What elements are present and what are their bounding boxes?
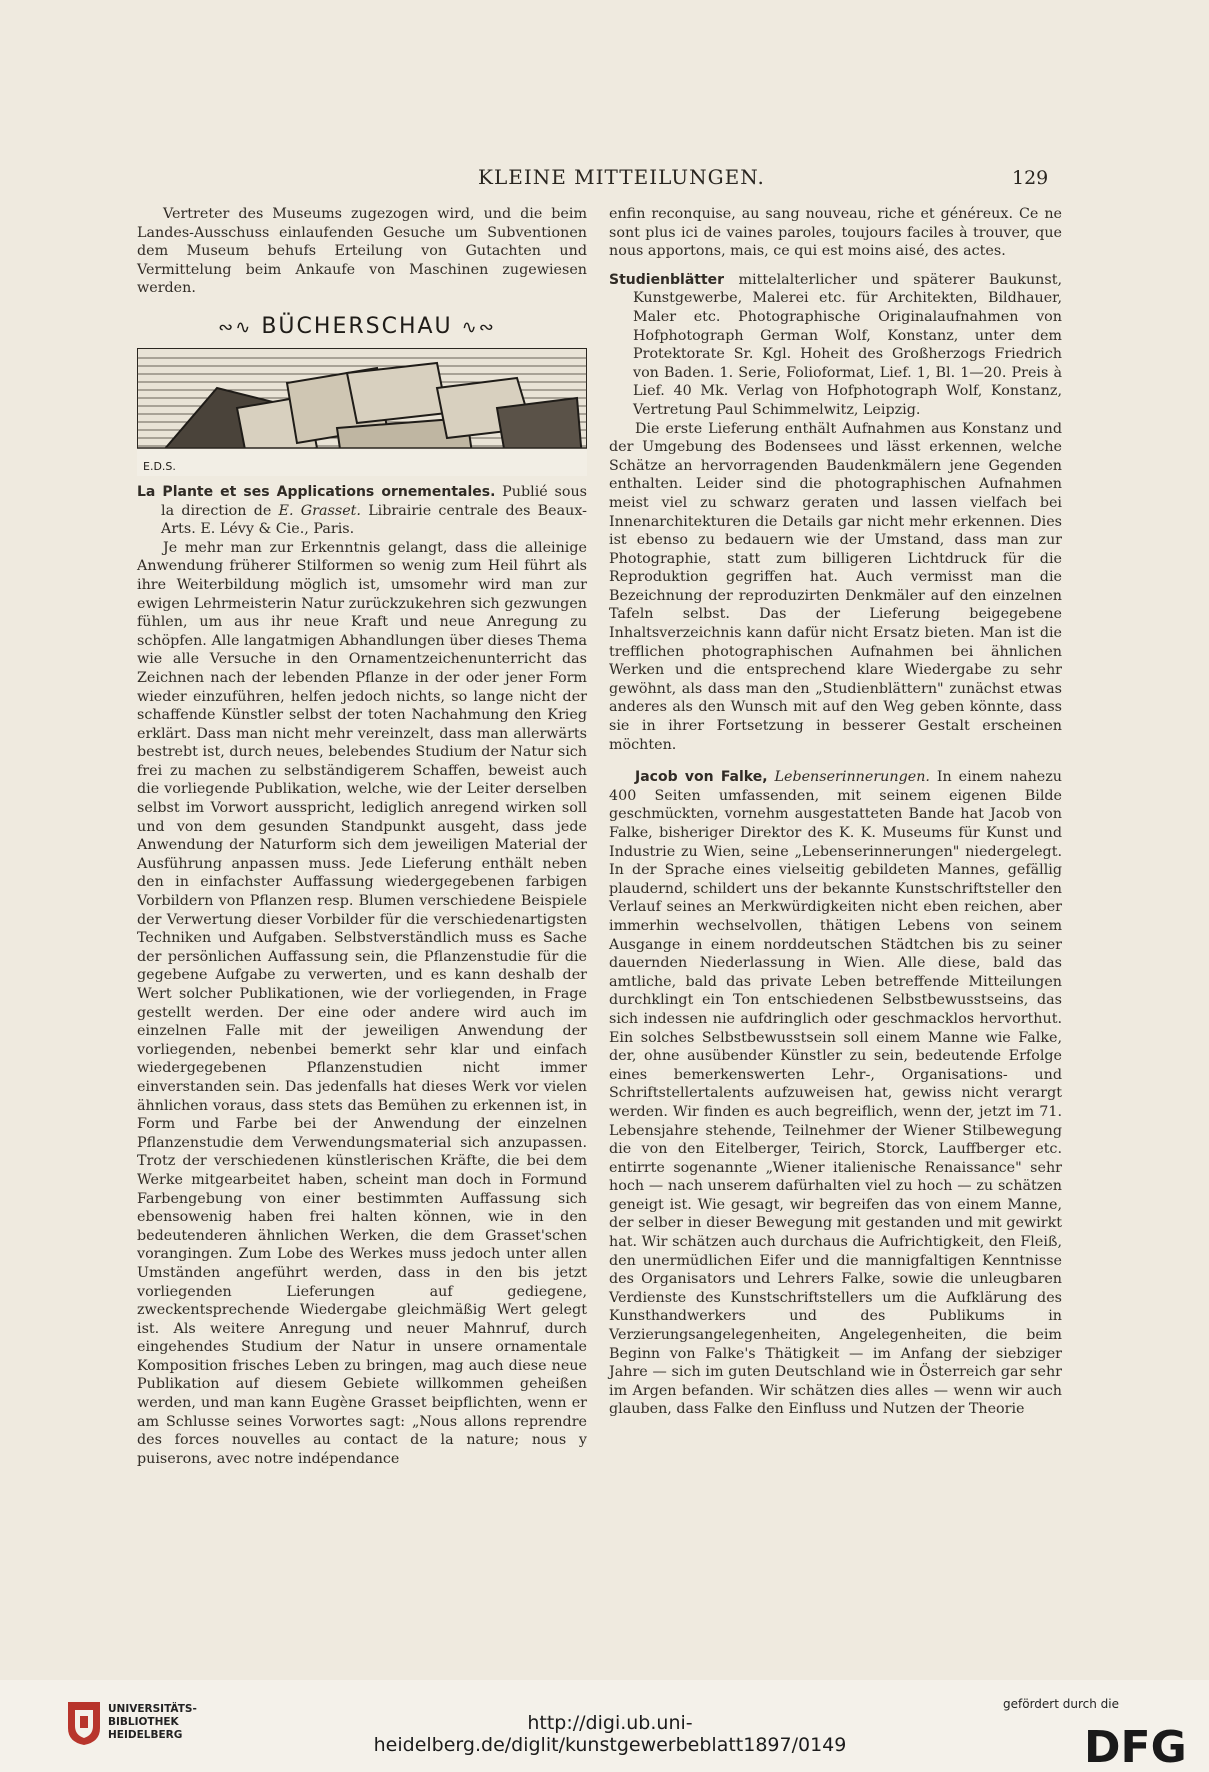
page-number: 129	[1012, 167, 1049, 189]
plante-meta-a: Publié sous la direction de	[161, 483, 587, 519]
french-quote-continuation: enfin reconquise, au sang nouveau, riche et généreux. Ce ne sont plus ici de vaines paroles, toujours faciles à trouver, que nous apportons, mais, ce qui est moins aisé, des actes.	[609, 206, 1062, 260]
left-ornament-icon: ∾∿	[218, 316, 253, 338]
left-column	[137, 205, 587, 1468]
plante-review-heading	[137, 483, 587, 539]
falke-title: Jacob von Falke,	[635, 769, 768, 786]
university-seal-icon[interactable]	[66, 1698, 102, 1746]
section-header-text: BÜCHERSCHAU	[261, 313, 453, 339]
intro-paragraph: Vertreter des Museums zugezogen wird, und die beim Landes-Ausschuss einlaufenden Gesuche um Subventionen dem Museum behufs Erteilung von Gutachten und Vermittelung beim Ankaufe von Maschinen zugewiesen werden.	[137, 206, 587, 297]
funded-by-text: gefördert durch die	[1003, 1697, 1119, 1711]
plante-title: La Plante et ses Applications ornementales.	[137, 483, 496, 500]
plante-review-body: Je mehr man zur Erkenntnis gelangt, dass die alleinige Anwendung früherer Stilformen so wenig zum Heil führt als ihre Weiterbildung möglich ist, umsomehr wird man zur ewigen Lehrmeisterin Natur zurückzukehren sich gezwungen fühlen, um aus ihr neue Kraft und neue Anregung zu schöpfen. Alle langatmigen Abhandlungen über dieses Thema wie alle Versuche in den Ornamentzeichenunterricht das Zeichnen nach der lebenden Pflanze in der oder jener Form wieder einzuführen, helfen jedoch nichts, so lange nicht der schaffende Künstler selbst der toten Nachahmung den Krieg erklärt. Dass man nicht mehr vereinzelt, dass man allerwärts bestrebt ist, durch neues, belebendes Studium der Natur sich frei zu machen zu selbständigerem Schaffen, beweist auch die vorliegende Publikation, welche, wie der Leiter derselben selbst im Vorwort ausspricht, lediglich anregend wirken soll und von dem gesunden Standpunkt ausgeht, dass jede Anwendung der Naturform sich dem jeweiligen Material der Ausführung anpassen muss. Jede Lieferung enthält neben den in einfachster Auffassung wiedergegebenen farbigen Vorbildern von Pflanzen resp. Blumen verschiedene Beispiele der Verwertung dieser Vorbilder für die verschiedenartigsten Techniken und Aufgaben. Selbstverständlich muss es Sache der persönlichen Auffassung sein, die Pflanzenstudie für die gegebene Aufgabe zu verwerten, und es kann deshalb der Wert solcher Publikationen, wie der vorliegenden, in Frage gestellt werden. Der eine oder andere wird auch im einzelnen Falle mit der jeweiligen Anwendung der vorliegenden, nebenbei bemerkt sehr klar und einfach wiedergegebenen Pflanzenstudien nicht immer einverstanden sein. Das jedenfalls hat dieses Werk vor vielen ähnlichen voraus, dass stets das Bemühen zu erkennen ist, in Form und Farbe bei der Anwendung der einzelnen Pflanzenstudie dem Verwendungsmaterial sich anzupassen. Trotz der verschiedenen künstlerischen Kräfte, die bei dem Werke mitgearbeitet haben, scheint man doch in Formund Farbengebung von einer bestimmten Auffassung sich ebensowenig haben frei halten können, wie in den bedeutenderen ähnlichen Werken, die dem Grasset'schen vorangingen. Zum Lobe des Werkes muss jedoch unter allen Umständen angeführt werden, dass in den bis jetzt vorliegenden Lieferungen auf gediegene, zweckentsprechende Wiedergabe gleichmäßig Wert gelegt ist. Als weitere Anregung und neuer Mahnruf, durch eingehendes Studium der Natur in unsere ornamentale Komposition frisches Leben zu bringen, mag auch diese neue Publikation auf diesem Gebiete willkommen geheißen werden, und man kann Eugène Grasset beipflichten, wenn er am Schlusse seines Vorwortes sagt: „Nous allons reprendre des forces nouvelles au contact de la nature; nous y puiserons, avec notre indépendance	[137, 539, 587, 1467]
studien-title: Studienblätter	[609, 271, 725, 288]
falke-body: In einem nahezu 400 Seiten umfassenden, mit seinem eigenen Bilde geschmückten, vornehm ausgestatteten Bande hat Jacob von Falke, bisheriger Direktor des K. K. Museums für Kunst und Industrie zu Wien, seine „Lebenserinnerungen" niedergelegt. In der Sprache eines vielseitig gebildeten Mannes, gefällig plaudernd, schildert uns der bekannte Kunstschriftsteller den Verlauf seines an Merkwürdigkeiten nicht eben reichen, aber immerhin wechselvollen, thätigen Lebens von seinem Ausgange in einem norddeutschen Städtchen bis zu seiner dauernden Niederlassung in Wien. Alle diese, bald das amtliche, bald das private Leben betreffende Mitteilungen durchklingt ein Ton entschiedenen Selbstbewusstseins, das sich indessen nie aufdringlich oder geschmacklos hervorthut. Ein solches Selbstbewusstsein soll einem Manne wie Falke, der, ohne ausübender Künstler zu sein, bedeutende Erfolge eines bemerkenswerten Lehr-, Organisations- und Schriftstellertalents aufzuweisen hat, gewiss nicht verargt werden. Wir finden es auch begreiflich, wenn der, jetzt im 71. Lebensjahre stehende, Teilnehmer der Wiener Stilbewegung die von den Eitelberger, Teirich, Storck, Lauffberger etc. entirrte sogenannte „Wiener italienische Renaissance" sehr hoch — nach unserem dafürhalten viel zu hoch — zu schätzen geneigt ist. Wie gesagt, wir begreifen das von einem Manne, der selber in dieser Bewegung mit gestanden und mit gewirkt hat. Wir schätzen auch durchaus die Aufrichtigkeit, den Fleiß, den unermüdlichen Eifer und die mannigfaltigen Kenntnisse des Organisators und Lehrers Falke, sowie die unleugbaren Verdienste des Kunstschriftstellers um die Aufklärung des Kunsthandwerkers und des Publikums in Verzierungsangelegenheiten, Angelegenheiten, die beim Beginn von Falke's Thätigkeit — im Anfang der siebziger Jahre — sich im guten Deutschland wie in Österreich gar sehr im Argen befanden. Wir schätzen dies alles — wenn wir auch glauben, dass Falke den Einfluss und Nutzen der Theorie	[609, 769, 1062, 1418]
library-line-3: HEIDELBERG	[108, 1729, 183, 1741]
section-header	[147, 313, 567, 348]
illustration-signature: E.D.S.	[143, 459, 176, 473]
falke-review	[609, 768, 1062, 1419]
plante-meta-b: Librairie centrale des Beaux-Arts. E. Lévy & Cie., Paris.	[161, 502, 587, 538]
dfg-logo-text: DFG	[1084, 1722, 1187, 1766]
library-name[interactable]	[108, 1703, 197, 1742]
studien-review-body: Die erste Lieferung enthält Aufnahmen aus Konstanz und der Umgebung des Bodensees und lässt erkennen, welche Schätze an hervorragenden Baudenkmälern jene Gegenden enthalten. Leider sind die photographischen Aufnahmen meist viel zu schwarz geraten und lassen vielfach bei Innenarchitekturen die Details gar nicht mehr erkennen. Dies ist ebenso zu bedauern wie der Umstand, dass man zur Photographie, statt zum billigeren Lichtdruck für die Reproduktion gegriffen hat. Auch vermisst man die Bezeichnung der reproduzirten Denkmäler auf den einzelnen Tafeln selbst. Das der Lieferung beigegebene Inhaltsverzeichnis kann dafür nicht Ersatz bieten. Man ist die trefflichen photographischen Aufnahmen bei ähnlichen Werken und die entsprechend klare Wiedergabe zu sehr gewöhnt, als dass man den „Studienblättern" zunächst etwas anderes als den Wunsch mit auf den Weg geben könnte, dass sie in ihrer Fortsetzung in besserer Gestalt erscheinen möchten.	[609, 420, 1062, 753]
library-line-1: UNIVERSITÄTS-	[108, 1703, 197, 1715]
permalink-url[interactable]: http://digi.ub.uni-heidelberg.de/diglit/kunstgewerbeblatt1897/0149	[373, 1712, 847, 1756]
studien-review-heading	[609, 271, 1062, 420]
running-head: KLEINE MITTEILUNGEN.	[478, 165, 765, 189]
right-column	[609, 205, 1062, 1419]
studien-meta: mittelalterlicher und späterer Baukunst, Kunstgewerbe, Malerei etc. für Architekten, Bildhauer, Maler etc. Photographische Originalaufnahmen von Hofphotograph German Wolf, Konstanz, unter dem Protektorate Sr. Kgl. Hoheit des Großherzogs Friedrich von Baden. 1. Serie, Folioformat, Lief. 1, Bl. 1—20. Preis à Lief. 40 Mk. Verlag von Hofphotograph Wolf, Konstanz, Vertretung Paul Schimmelwitz, Leipzig.	[633, 271, 1062, 418]
falke-subtitle: Lebenserinnerungen.	[767, 769, 930, 786]
plante-editor: E. Grasset.	[278, 502, 361, 519]
buecherschau-header	[137, 313, 587, 483]
books-illustration	[137, 348, 587, 476]
library-line-2: BIBLIOTHEK	[108, 1716, 179, 1728]
right-ornament-icon: ∿∾	[461, 316, 496, 338]
dfg-logo-icon[interactable]	[1082, 1722, 1192, 1766]
